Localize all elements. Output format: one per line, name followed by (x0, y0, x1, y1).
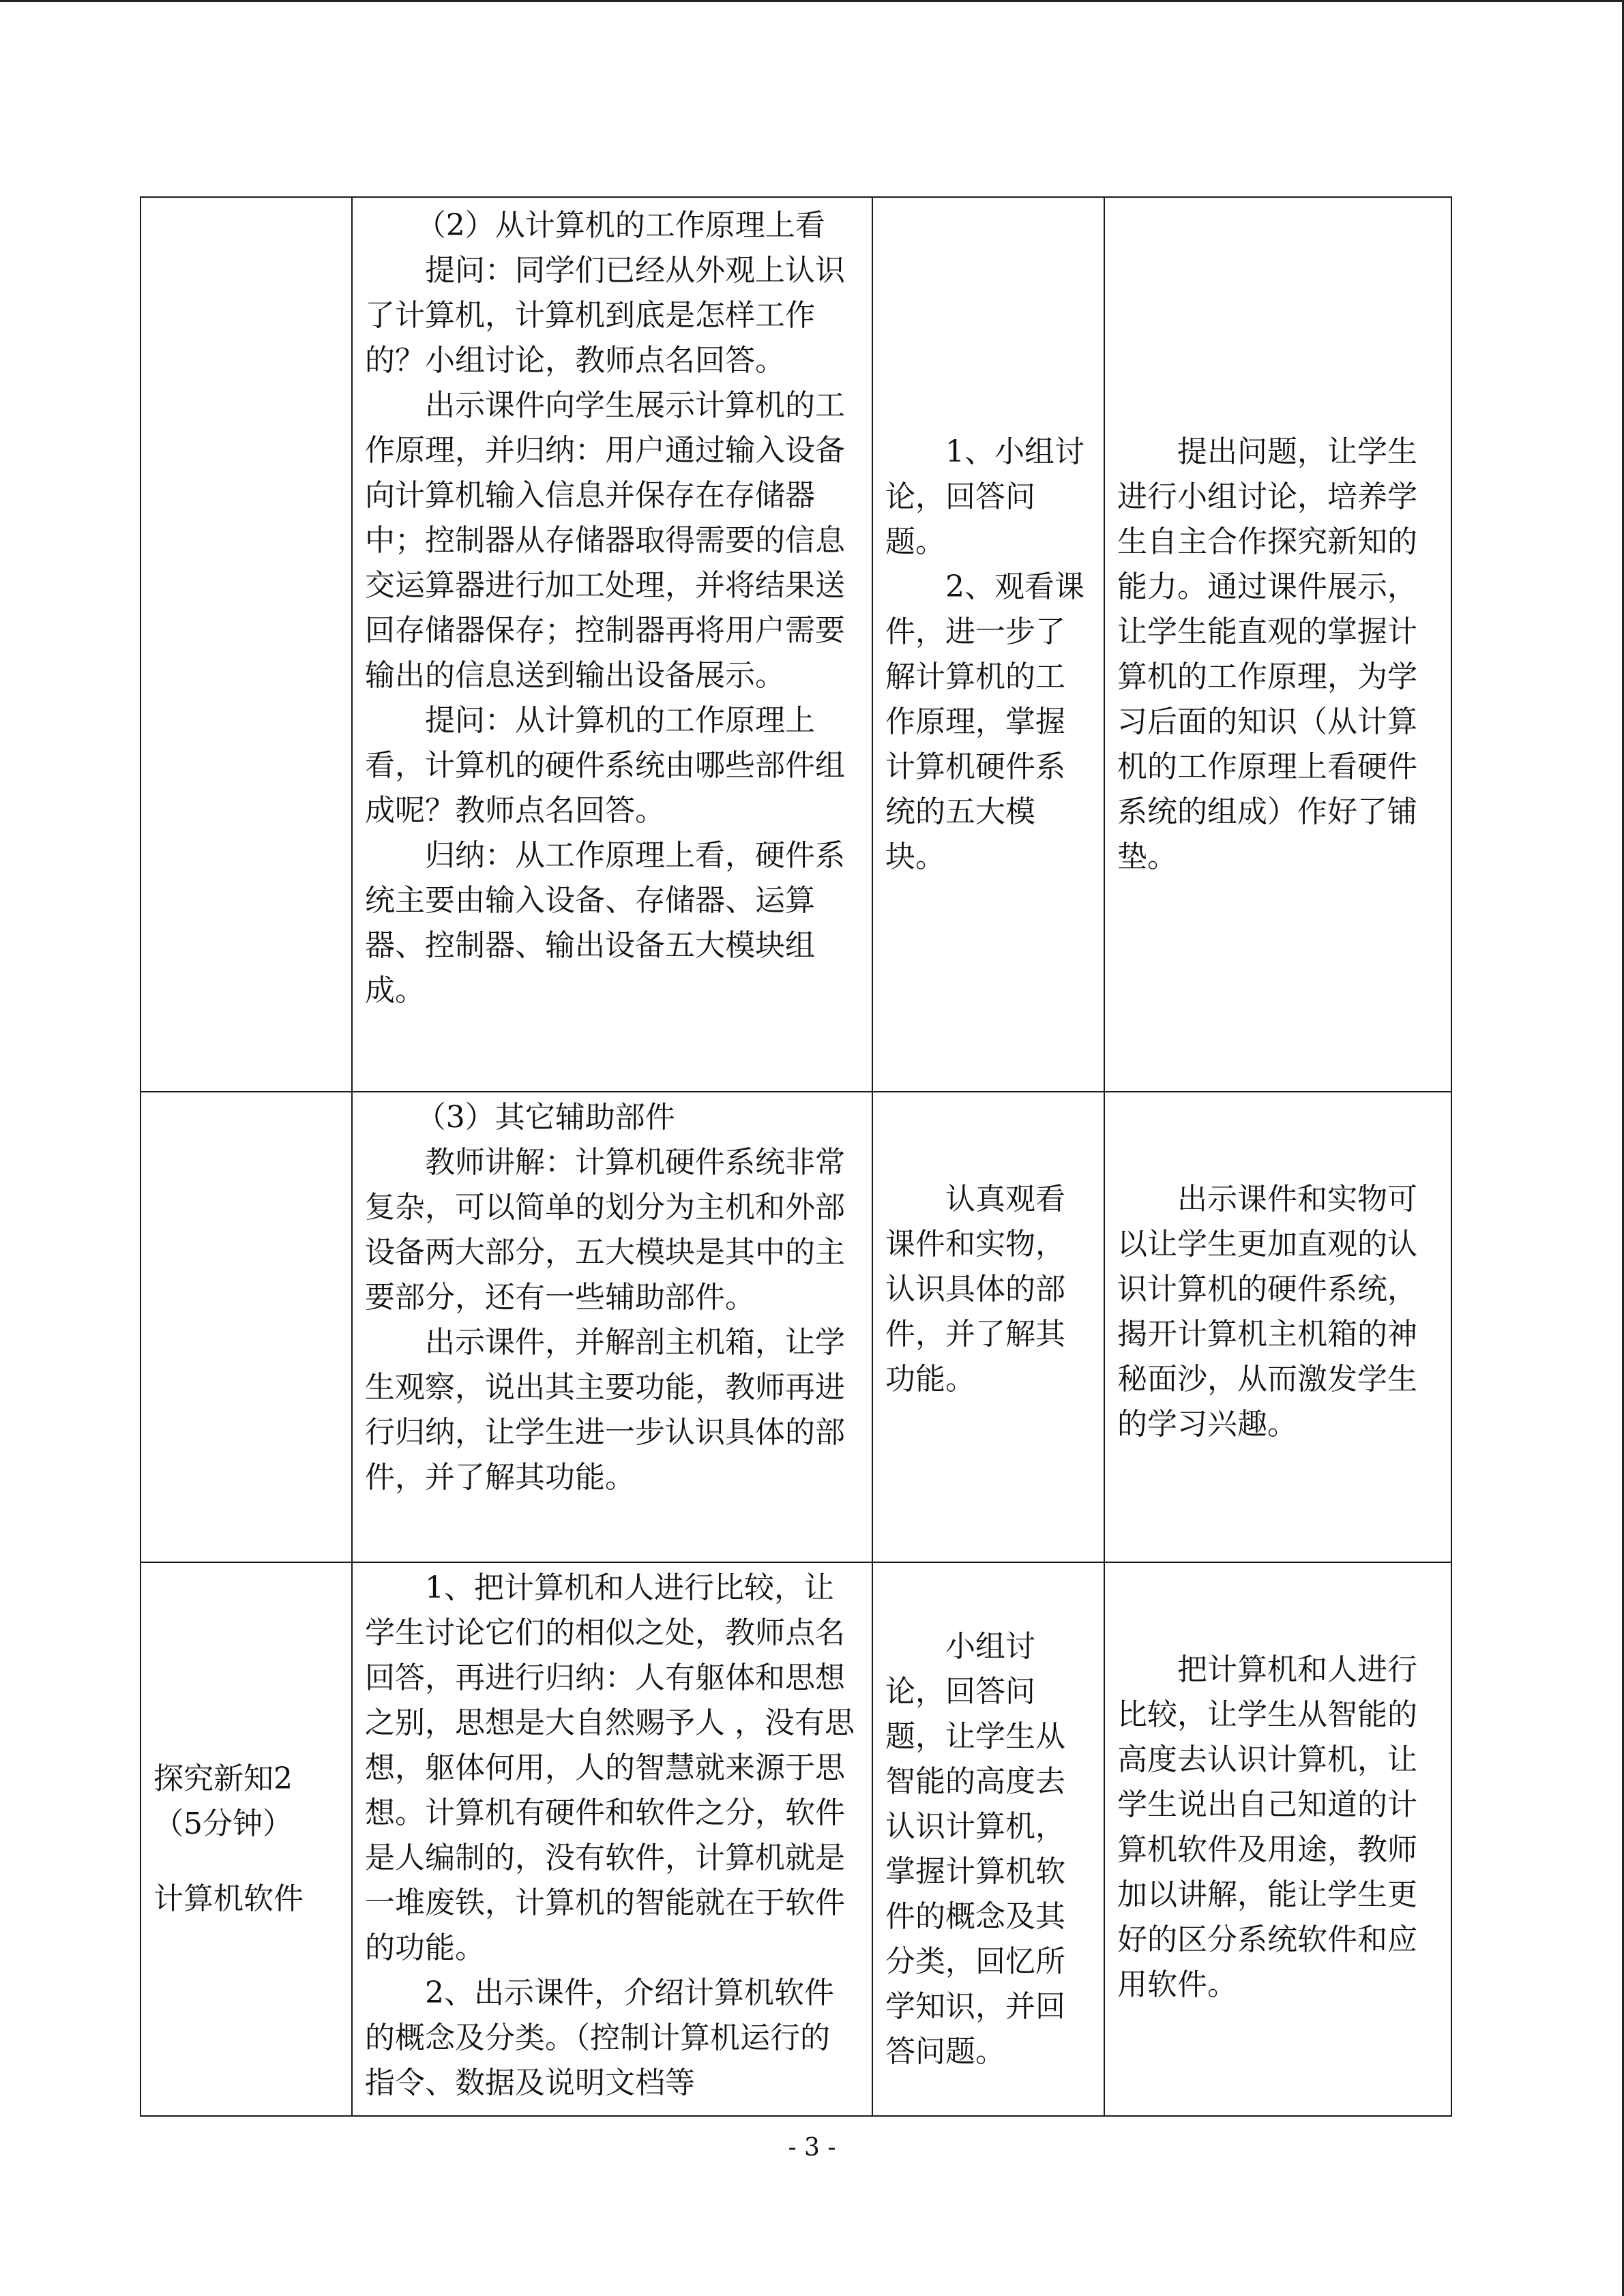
student-activity-cell (872, 1092, 1104, 1562)
student-paragraph: 认真观看课件和实物，认识具体的部件，并了解其功能。 (885, 1182, 1065, 1397)
stage-cell (141, 1092, 352, 1562)
student-activity-cell (872, 197, 1104, 1092)
teacher-paragraph: 1、把计算机和人进行比较，让学生讨论它们的相似之处，教师点名回答，再进行归纳：人有躯体和思想之别，思想是大自然赐予人 ，没有思想，躯体何用，人的智慧就来源于思想。计算机有硬件和软件之分，软件是人编制的，没有软件，计算机就是一堆废铁，计算机的智能就在于软件的功能。 (365, 1570, 855, 1965)
stage-topic: 计算机软件 (153, 1881, 304, 1916)
stage-cell (141, 1562, 352, 2116)
design-intent-cell (1104, 1562, 1451, 2116)
stage-cell (141, 197, 352, 1092)
design-intent-cell (1104, 197, 1451, 1092)
lesson-plan-table (140, 196, 1452, 2117)
stage-name: 探究新知2 (153, 1761, 293, 1796)
teacher-paragraph: 出示课件，并解剖主机箱，让学生观察，说出其主要功能，教师再进行归纳，让学生进一步认识具体的部件，并了解其功能。 (365, 1325, 845, 1495)
teacher-paragraph: 教师讲解：计算机硬件系统非常复杂，可以简单的划分为主机和外部设备两大部分，五大模块是其中的主要部分，还有一些辅助部件。 (365, 1145, 845, 1315)
table-row (141, 1092, 1451, 1562)
intent-paragraph: 提出问题，让学生进行小组讨论，培养学生自主合作探究新知的能力。通过课件展示，让学生能直观的掌握计算机的工作原理，为学习后面的知识（从计算机的工作原理上看硬件系统的组成）作好了铺垫。 (1117, 434, 1417, 874)
table-row (141, 1562, 1451, 2116)
student-paragraph: 1、小组讨论，回答问题。 (885, 434, 1084, 559)
teacher-activity-cell (352, 1092, 872, 1562)
student-activity-cell (872, 1562, 1104, 2116)
teacher-paragraph: 归纳：从工作原理上看，硬件系统主要由输入设备、存储器、运算器、控制器、输出设备五大模块组成。 (365, 838, 845, 1008)
table-row (141, 197, 1451, 1092)
teacher-paragraph: 提问：同学们已经从外观上认识了计算机，计算机到底是怎样工作的？小组讨论，教师点名回答。 (365, 253, 845, 378)
intent-paragraph: 把计算机和人进行比较，让学生从智能的高度去认识计算机，让学生说出自己知道的计算机软件及用途，教师加以讲解，能让学生更好的区分系统软件和应用软件。 (1117, 1652, 1417, 2002)
intent-paragraph: 出示课件和实物可以让学生更加直观的认识计算机的硬件系统，揭开计算机主机箱的神秘面沙，从而激发学生的学习兴趣。 (1117, 1182, 1417, 1442)
teacher-activity-cell (352, 1562, 872, 2116)
design-intent-cell (1104, 1092, 1451, 1562)
teacher-paragraph: 出示课件向学生展示计算机的工作原理，并归纳：用户通过输入设备向计算机输入信息并保存在存储器中；控制器从存储器取得需要的信息交运算器进行加工处理，并将结果送回存储器保存；控制器再将用户需要输出的信息送到输出设备展示。 (365, 388, 845, 693)
page-top-border (0, 0, 1624, 2)
page-number: - 3 - (788, 2134, 836, 2162)
student-paragraph: 2、观看课件，进一步了解计算机的工作原理，掌握计算机硬件系统的五大模块。 (885, 569, 1084, 874)
section-heading: （3）其它辅助部件 (415, 1100, 675, 1135)
student-paragraph: 小组讨论，回答问题，让学生从智能的高度去认识计算机，掌握计算机软件的概念及其分类，回忆所学知识，并回答问题。 (885, 1629, 1065, 2069)
teacher-activity-cell (352, 197, 872, 1092)
teacher-paragraph: 2、出示课件，介绍计算机软件的概念及分类。（控制计算机运行的指令、数据及说明文档等 (365, 1976, 834, 2100)
stage-duration: （5分钟） (153, 1806, 293, 1841)
teacher-paragraph: 提问：从计算机的工作原理上看，计算机的硬件系统由哪些部件组成呢？教师点名回答。 (365, 703, 845, 828)
section-heading: （2）从计算机的工作原理上看 (415, 208, 825, 243)
